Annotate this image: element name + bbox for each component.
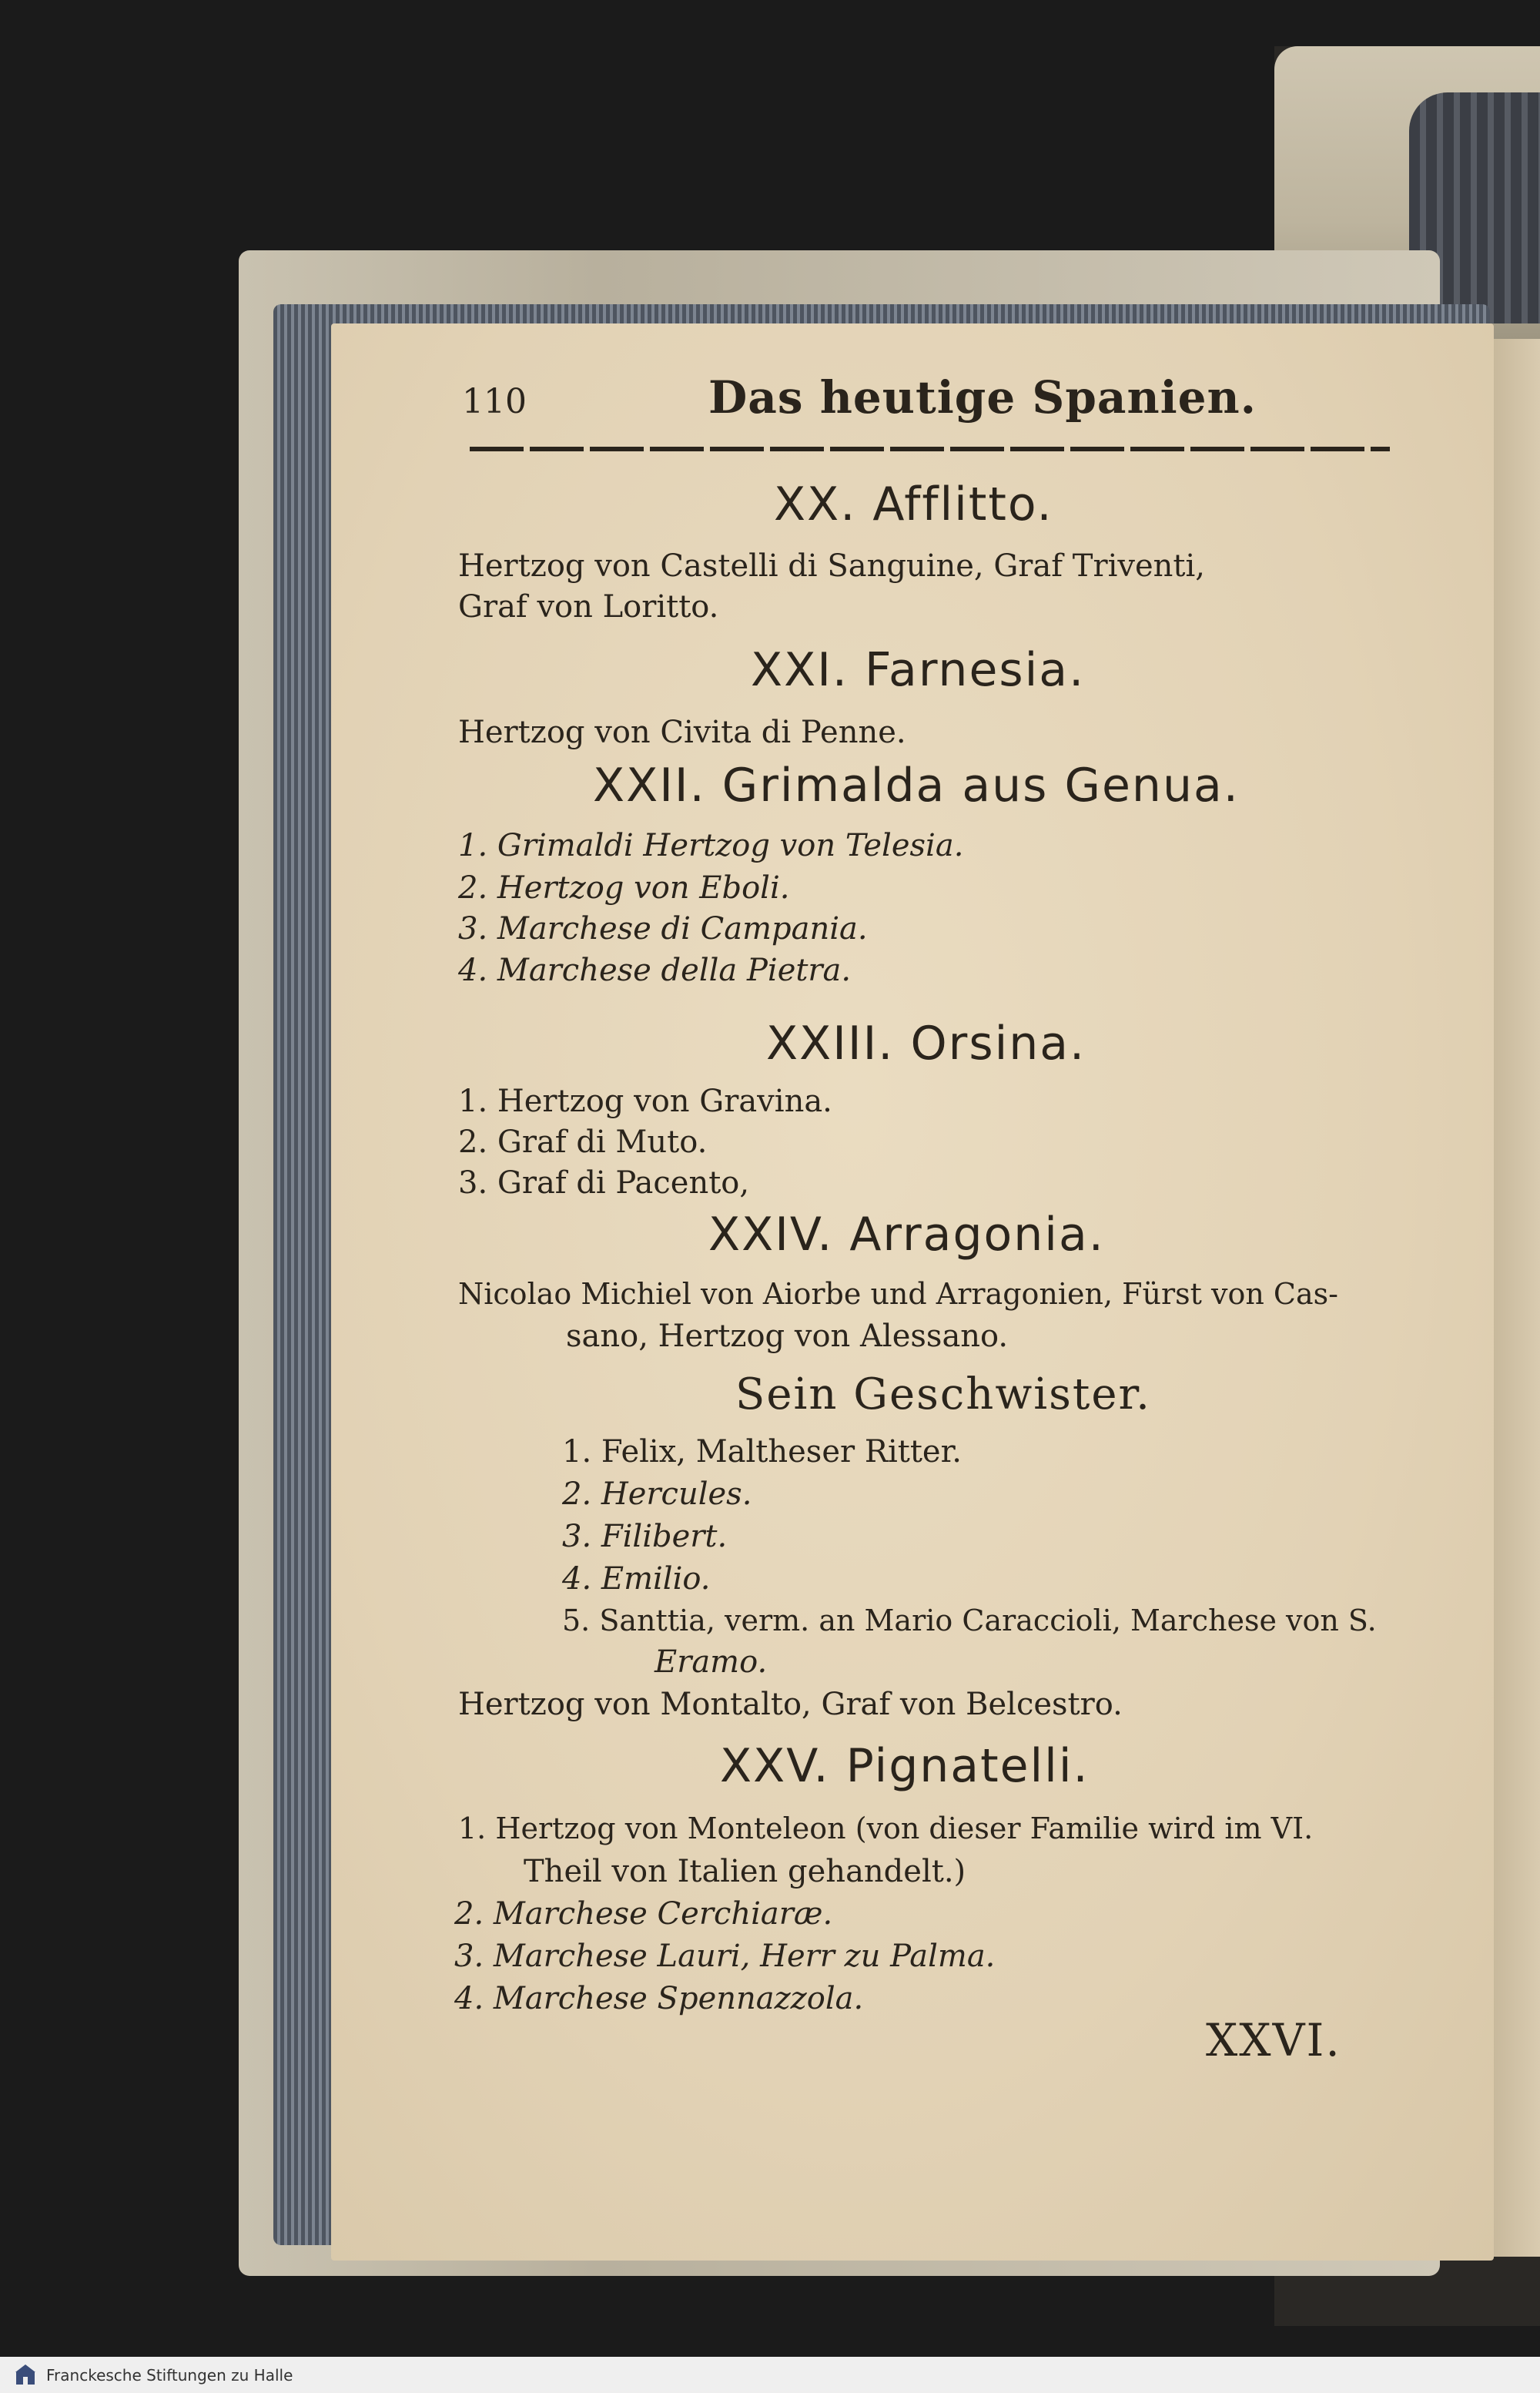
section-title: XXIV. Arragonia. xyxy=(708,1208,1105,1262)
list-item: 2. Marchese Cerchiaræ. xyxy=(454,1896,833,1932)
text-line: Theil von Italien gehandelt.) xyxy=(524,1854,966,1889)
running-title: Das heutige Spanien. xyxy=(708,371,1257,424)
list-item: 3. Marchese Lauri, Herr zu Palma. xyxy=(454,1939,996,1974)
list-item: 1. Grimaldi Hertzog von Telesia. xyxy=(458,828,964,863)
list-item: 1. Felix, Maltheser Ritter. xyxy=(562,1434,962,1470)
page-header xyxy=(331,323,1494,478)
section-title: XXII. Grimalda aus Genua. xyxy=(593,759,1240,813)
catchword: XXVI. xyxy=(1206,2014,1341,2066)
list-item: 4. Marchese della Pietra. xyxy=(458,953,852,988)
section-title: XXIII. Orsina. xyxy=(766,1017,1086,1071)
section-title: XX. Afflitto. xyxy=(774,478,1053,531)
list-item: 2. Hertzog von Eboli. xyxy=(458,870,790,906)
list-item: 4. Emilio. xyxy=(562,1561,711,1597)
footer-credit: Franckesche Stiftungen zu Halle xyxy=(46,2366,293,2385)
section-title: XXV. Pignatelli. xyxy=(720,1739,1090,1793)
list-item: 1. Hertzog von Gravina. xyxy=(458,1084,832,1119)
list-item: 3. Filibert. xyxy=(562,1519,728,1554)
facing-page-edge xyxy=(1494,339,1540,2257)
list-item: 5. Santtia, verm. an Mario Caraccioli, Marchese von S. xyxy=(562,1604,1377,1637)
list-item: 4. Marchese Spennazzola. xyxy=(454,1981,864,2016)
footer-bar xyxy=(0,2357,1540,2393)
text-line: sano, Hertzog von Alessano. xyxy=(566,1319,1009,1354)
text-line: Hertzog von Castelli di Sanguine, Graf Triventi, xyxy=(458,548,1205,584)
text-line: Eramo. xyxy=(654,1644,768,1680)
section-title: XXI. Farnesia. xyxy=(751,643,1086,697)
list-item: 1. Hertzog von Monteleon (von dieser Familie wird im VI. xyxy=(458,1812,1314,1845)
institution-logo-icon xyxy=(14,2363,37,2386)
book-page xyxy=(331,323,1494,2261)
text-line: Graf von Loritto. xyxy=(458,589,719,625)
text-line: Hertzog von Civita di Penne. xyxy=(458,715,906,750)
text-line: Nicolao Michiel von Aiorbe und Arragonien, Fürst von Cas- xyxy=(458,1277,1339,1311)
list-item: 2. Hercules. xyxy=(562,1476,752,1512)
list-item: 3. Marchese di Campania. xyxy=(458,911,868,947)
text-line: Hertzog von Montalto, Graf von Belcestro. xyxy=(458,1687,1123,1722)
header-rule xyxy=(470,447,1390,451)
list-item: 2. Graf di Muto. xyxy=(458,1124,708,1160)
subsection-title: Sein Geschwister. xyxy=(735,1369,1151,1419)
list-item: 3. Graf di Pacento, xyxy=(458,1165,750,1201)
page-number: 110 xyxy=(462,382,527,421)
